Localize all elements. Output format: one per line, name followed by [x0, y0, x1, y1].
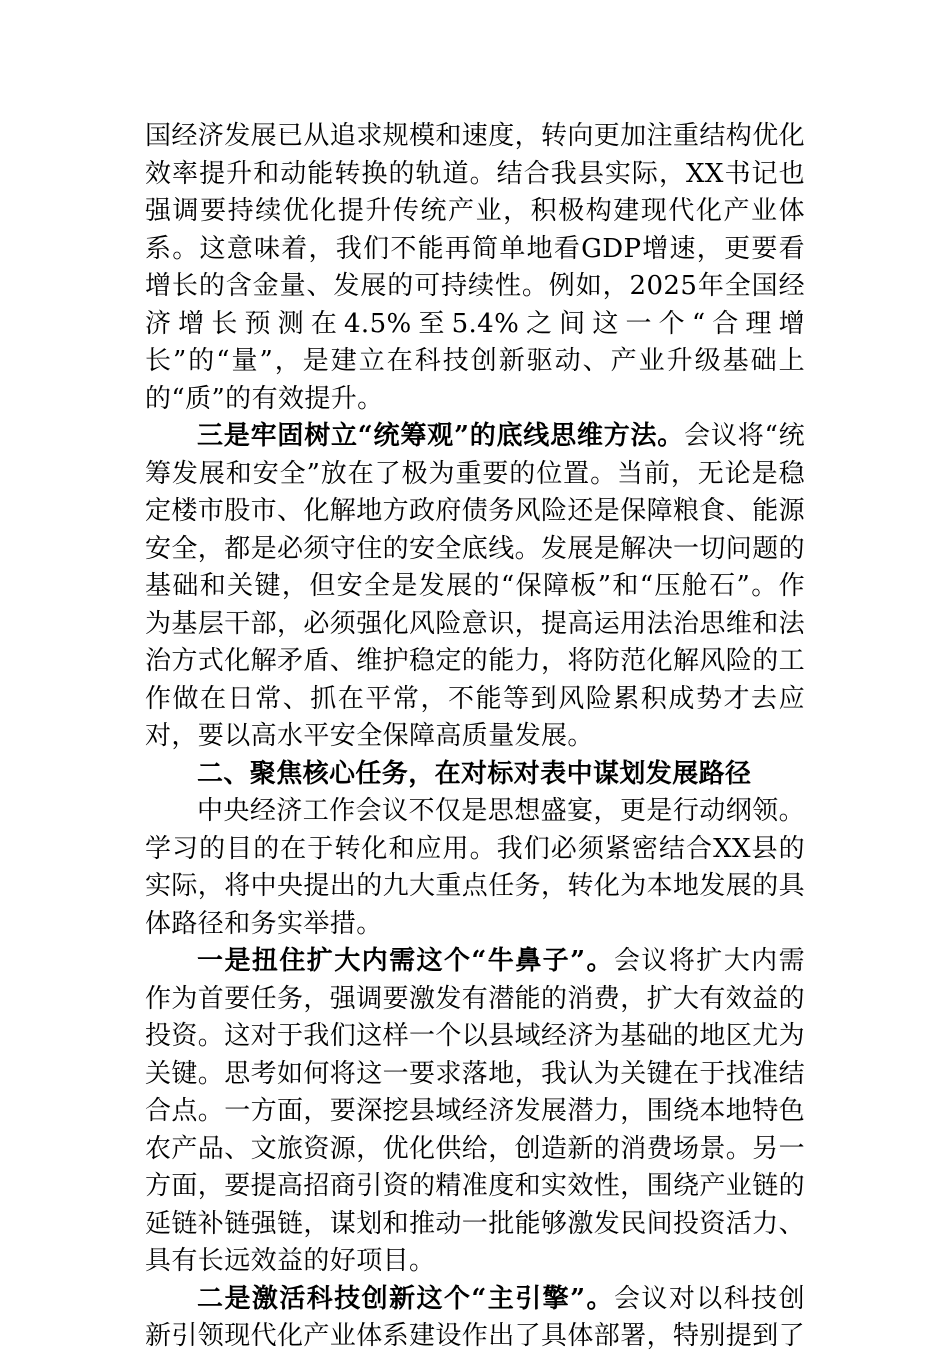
paragraph-tech-innovation: [145, 1281, 805, 1356]
paragraph-economic-quality: [145, 118, 805, 418]
paragraph-lead: 三是牢固树立“统筹观”的底线思维方法。: [197, 421, 685, 451]
paragraph-text: 会议将扩大内需作为首要任务，强调要激发有潜能的消费，扩大有效益的投资。这对于我们这样一个以县域经济为基础的地区尤为关键。思考如何将这一要求落地，我认为关键在于找准结合点。一方面，要深挖县域经济发展潜力，围绕本地特色农产品、文旅资源，优化供给，创造新的消费场景。另一方面，要提高招商引资的精准度和实效性，围绕产业链的延链补链强链，谋划和推动一批能够激发民间投资活力、具有长远效益的好项目。: [145, 946, 806, 1276]
paragraph-text: 国经济发展已从追求规模和速度，转向更加注重结构优化效率提升和动能转换的轨道。结合我县实际，XX书记也强调要持续优化提升传统产业，积极构建现代化产业体系。这意味着，我们不能再简单地看GDP增速，更要看增长的含金量、发展的可持续性。例如，2025年全国经济增长预测在4.5%至5.4%之间这一个“合理增长”的“量”，是建立在科技创新驱动、产业升级基础上的“质”的有效提升。: [145, 121, 806, 414]
paragraph-text: 会议将“统筹发展和安全”放在了极为重要的位置。当前，无论是稳定楼市股市、化解地方政府债务风险还是保障粮食、能源安全，都是必须守住的安全底线。发展是解决一切问题的基础和关键，但安全是发展的“保障板”和“压舱石”。作为基层干部，必须强化风险意识，提高运用法治思维和法治方式化解矛盾、维护稳定的能力，将防范化解风险的工作做在日常、抓在平常，不能等到风险累积成势才去应对，要以高水平安全保障高质量发展。: [145, 421, 806, 751]
paragraph-domestic-demand: [145, 943, 805, 1281]
paragraph-section-intro: [145, 793, 805, 943]
section-heading: 二、聚焦核心任务，在对标对表中谋划发展路径: [197, 758, 752, 789]
paragraph-text: 会议对以科技创新引领现代化产业体系建设作出了具体部署，特别提到了: [145, 1283, 806, 1351]
paragraph-text: 中央经济工作会议不仅是思想盛宴，更是行动纲领。学习的目的在于转化和应用。我们必须紧密结合XX县的实际，将中央提出的九大重点任务，转化为本地发展的具体路径和务实举措。: [145, 796, 806, 939]
paragraph-coordination-view: [145, 418, 805, 756]
paragraph-lead: 二是激活科技创新这个“主引擎”。: [197, 1283, 614, 1314]
document-page: [145, 118, 805, 1356]
paragraph-lead: 一是扭住扩大内需这个“牛鼻子”。: [197, 946, 614, 976]
